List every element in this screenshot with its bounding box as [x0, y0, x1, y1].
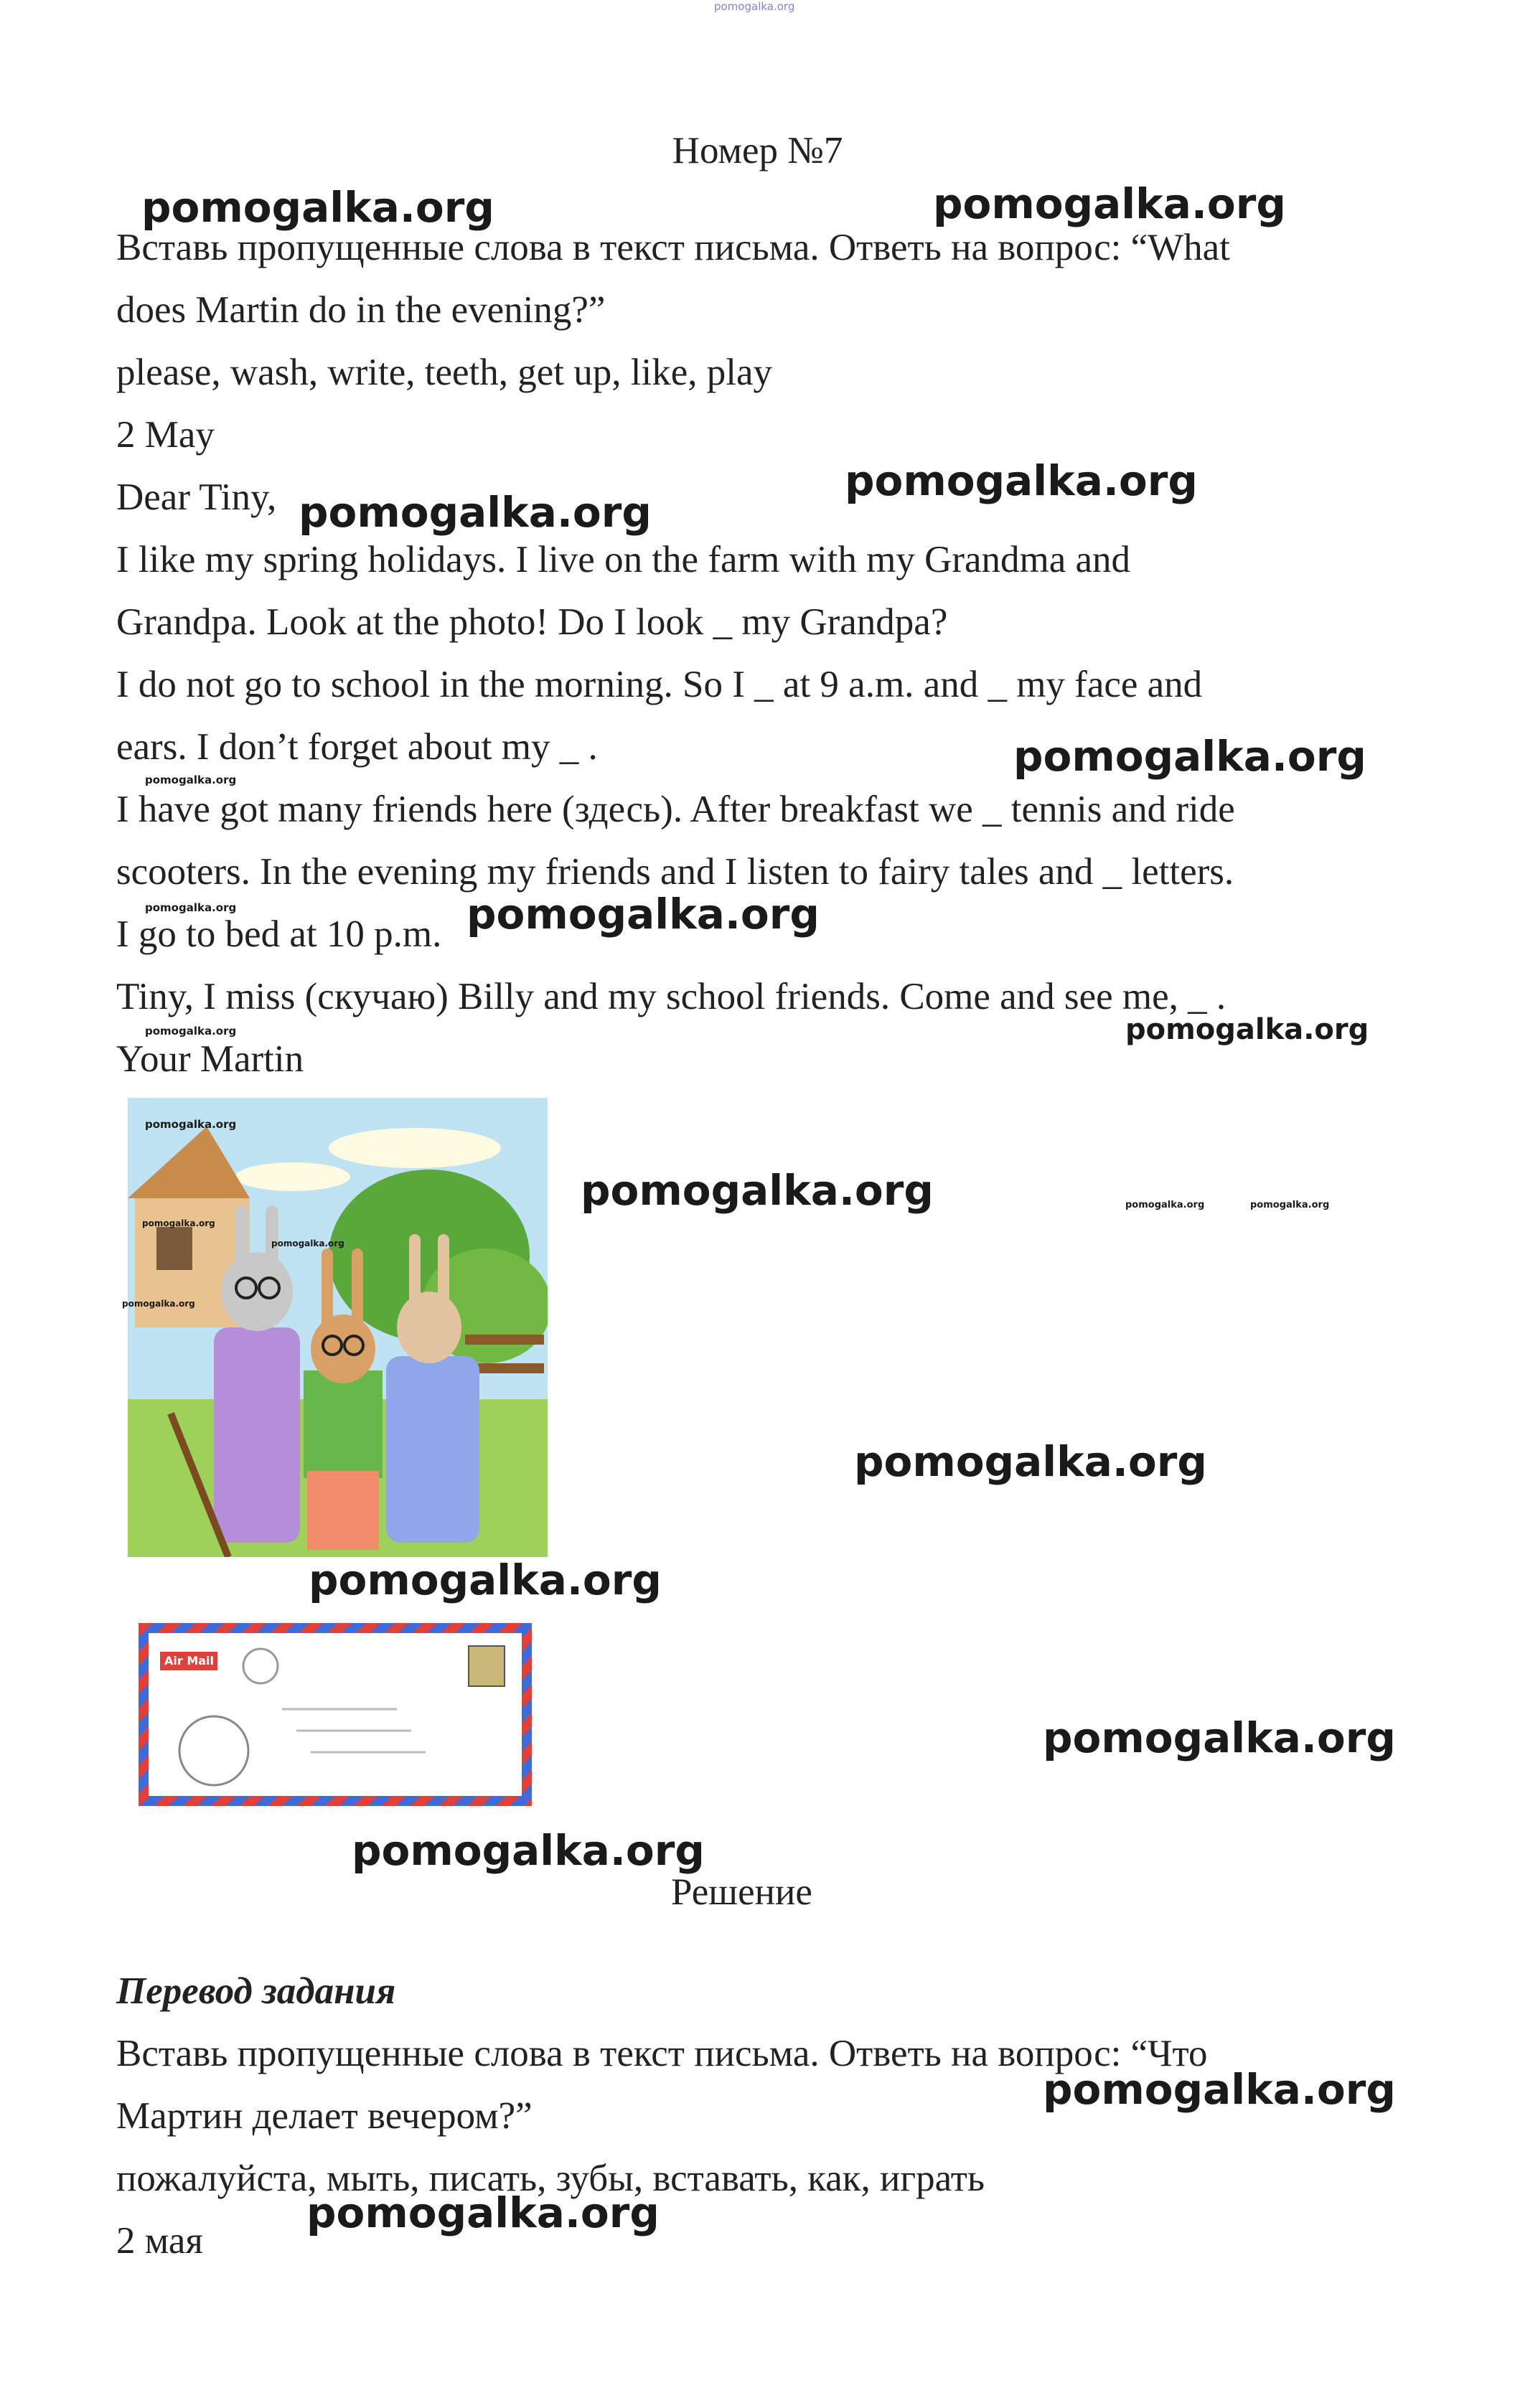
watermark: pomogalka.org: [299, 488, 652, 537]
translation-line-2: Мартин делает вечером?”: [116, 2095, 533, 2137]
watermark: pomogalka.org: [1043, 2065, 1396, 2114]
watermark: pomogalka.org: [581, 1166, 934, 1215]
watermark-small: pomogalka.org: [145, 901, 237, 914]
letter-line: Grandpa. Look at the photo! Do I look _ my Grandpa?: [116, 601, 948, 643]
letter-greeting: Dear Tiny,: [116, 476, 277, 518]
watermark: pomogalka.org: [845, 456, 1198, 505]
watermark: pomogalka.org: [309, 1556, 662, 1604]
watermark: pomogalka.org: [141, 183, 494, 232]
letter-line: Tiny, I miss (скучаю) Billy and my school friends. Come and see me, _ .: [116, 976, 1226, 1017]
task-instruction-line-1: Вставь пропущенные слова в текст письма. Ответь на вопрос: “What: [116, 227, 1230, 268]
watermark-small: pomogalka.org: [142, 1218, 215, 1228]
translation-heading: Перевод задания: [116, 1970, 396, 2012]
watermark: pomogalka.org: [1125, 1013, 1369, 1046]
letter-line: I have got many friends here (здесь). After breakfast we _ tennis and ride: [116, 789, 1235, 830]
task-instruction-line-2: does Martin do in the evening?”: [116, 289, 606, 331]
watermark: pomogalka.org: [1043, 1713, 1396, 1762]
solution-label: Решение: [671, 1871, 812, 1913]
page-title: Номер №7: [672, 130, 843, 171]
watermark: pomogalka.org: [1013, 732, 1366, 781]
letter-line: scooters. In the evening my friends and I listen to fairy tales and _ letters.: [116, 851, 1234, 893]
top-watermark: pomogalka.org: [714, 0, 795, 13]
watermark-small: pomogalka.org: [145, 773, 237, 786]
envelope-illustration: [139, 1623, 532, 1806]
watermark: pomogalka.org: [352, 1826, 705, 1875]
watermark-small: pomogalka.org: [1125, 1200, 1205, 1210]
letter-signature: Your Martin: [116, 1038, 304, 1080]
watermark: pomogalka.org: [306, 2188, 660, 2237]
letter-line: I like my spring holidays. I live on the farm with my Grandma and: [116, 539, 1131, 580]
letter-date: 2 May: [116, 414, 215, 456]
watermark-small: pomogalka.org: [145, 1025, 237, 1038]
watermark-small: pomogalka.org: [1250, 1200, 1330, 1210]
translation-date: 2 мая: [116, 2220, 203, 2262]
watermark: pomogalka.org: [466, 890, 820, 939]
rabbit-family-illustration: [128, 1098, 548, 1557]
watermark: pomogalka.org: [854, 1437, 1207, 1486]
watermark-small: pomogalka.org: [145, 1118, 237, 1131]
airmail-label: Air Mail: [164, 1654, 215, 1668]
letter-line: I do not go to school in the morning. So I _ at 9 a.m. and _ my face and: [116, 664, 1203, 705]
translation-line-1: Вставь пропущенные слова в текст письма. Ответь на вопрос: “Что: [116, 2033, 1208, 2074]
watermark-small: pomogalka.org: [271, 1238, 344, 1248]
word-bank: please, wash, write, teeth, get up, like, play: [116, 352, 772, 393]
letter-line: I go to bed at 10 p.m.: [116, 913, 442, 955]
letter-line: ears. I don’t forget about my _ .: [116, 726, 598, 768]
watermark: pomogalka.org: [933, 179, 1286, 228]
translation-word-bank: пожалуйста, мыть, писать, зубы, вставать, как, играть: [116, 2158, 985, 2199]
watermark-small: pomogalka.org: [122, 1299, 195, 1309]
